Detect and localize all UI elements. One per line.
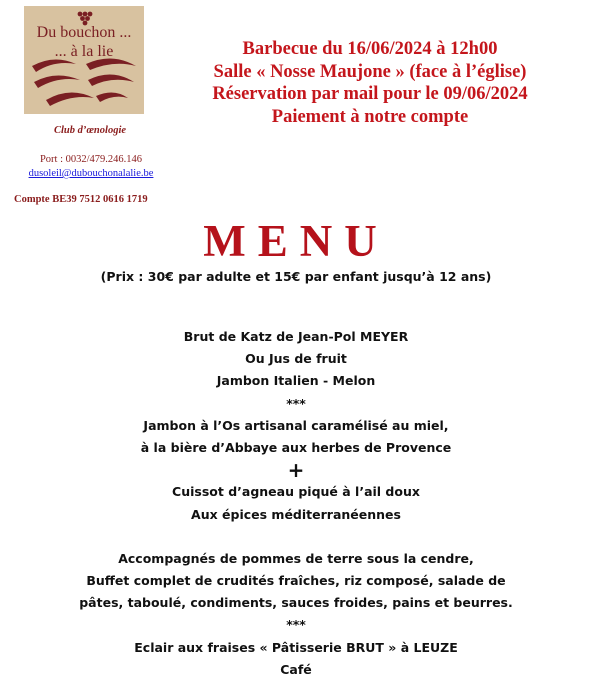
menu-price: (Prix : 30€ par adulte et 15€ par enfant jusqu’à 12 ans): [100, 269, 492, 284]
bank-account: Compte BE39 7512 0616 1719: [14, 194, 148, 205]
logo-line1: Du bouchon ...: [36, 24, 132, 41]
menu-title: MENU: [203, 216, 389, 266]
menu-line: Accompagnés de pommes de terre sous la cendre,: [118, 550, 474, 566]
club-logo: [24, 6, 144, 114]
menu-spacer: [0, 526, 592, 548]
event-info: [190, 38, 550, 128]
event-line-payment: Paiement à notre compte: [271, 106, 469, 127]
menu-line: Buffet complet de crudités fraîches, riz composé, salade de: [86, 573, 506, 589]
event-line-reservation: Réservation par mail pour le 09/06/2024: [212, 84, 528, 104]
event-line-date: Barbecue du 16/06/2024 à 12h00: [242, 39, 498, 59]
menu-line: Café: [280, 661, 312, 677]
menu-line: à la bière d’Abbaye aux herbes de Provence: [140, 439, 452, 455]
port-phone: Port : 0032/479.246.146: [39, 154, 143, 165]
menu-line: Aux épices méditerranéennes: [191, 506, 401, 522]
logo-line2: ... à la lie: [54, 43, 114, 60]
club-subtitle: Club d’œnologie: [53, 125, 127, 136]
menu-line: +: [287, 458, 305, 483]
menu-line: Jambon Italien - Melon: [216, 373, 376, 389]
menu-line: Jambon à l’Os artisanal caramélisé au miel,: [143, 417, 449, 433]
menu-line: Cuissot d’agneau piqué à l’ail doux: [172, 484, 420, 500]
contact-block: [0, 153, 182, 181]
menu-line: ***: [286, 617, 306, 633]
menu-line: ***: [286, 395, 306, 411]
menu-line: Ou Jus de fruit: [245, 351, 347, 367]
menu-line: pâtes, taboulé, condiments, sauces froides, pains et beurres.: [79, 595, 513, 611]
menu-line: Eclair aux fraises « Pâtisserie BRUT » à LEUZE: [134, 639, 458, 655]
event-line-venue: Salle « Nosse Maujone » (face à l’église): [213, 61, 527, 82]
menu-items: [0, 326, 592, 681]
email-link[interactable]: dusoleil@dubouchonalalie.be: [28, 168, 154, 179]
menu-line: Brut de Katz de Jean-Pol MEYER: [183, 329, 409, 344]
